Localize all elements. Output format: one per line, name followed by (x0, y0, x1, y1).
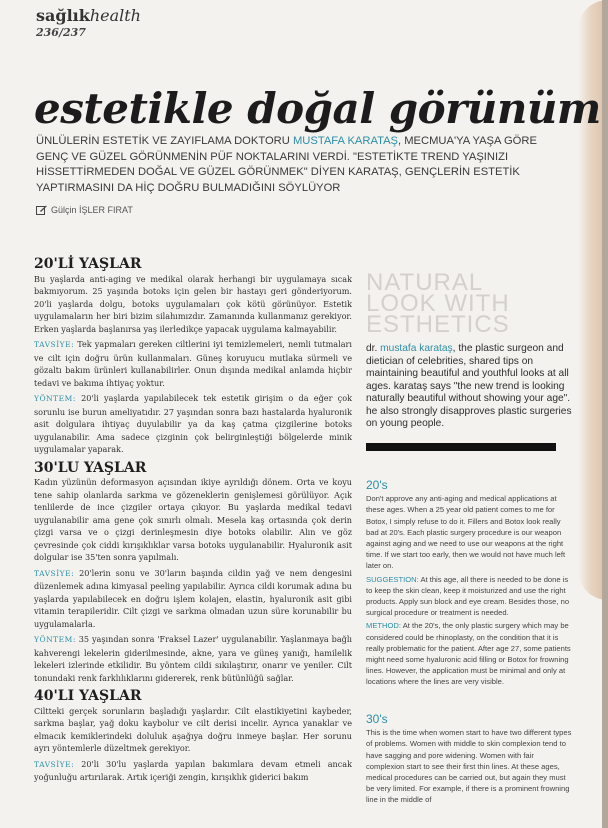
para-30s-en: This is the time when women start to have two different types of problems. Women with middle to skin complexion tend to have sagging and pore widening. Women with fair complexion start to see their first thin lines. At these ages, medical procedures can be carried out, but again they must be very limited. For example, if there is a prominent frowning line in the middle of (366, 728, 572, 805)
author-byline: Gülçin İŞLER FIRAT (36, 205, 133, 215)
para-30s-tr: Kadın yüzünün deformasyon açısından ikiye ayrıldığı dönem. Orta ve koyu tene sahip olanlarda sarkma ve gözeneklerin genişlemesi görülüyor. Açık tenlilerde de ince çizgiler ortaya çıkıyor. Bu yaşlarda medikal tedavi uygulanabilir ama gene çok sınırlı olmalı. Mesela kaş ortasında çok derin çizgi varsa ve o çizgi derinleşmesin diye botoks olabilir. Alın ve göz çevresinde çok ciddi kırışıklıklar varsa botoks uygulanabilir. Hyaluronik asit dolgular ise 35'ten sonra yapılmalı. (34, 477, 352, 562)
english-intro-text: dr. mustafa karataş, the plastic surgeon and dietician of celebrities, shared tips on maintaining beautiful and youthful looks at all ages. karataş says "the new trend is looking naturally beautiful without showing your age". he also strongly disapproves plastic surgeries on young people. (366, 343, 572, 429)
para-20s-tr: Bu yaşlarda anti-aging ve medikal olarak herhangi bir uygulamaya sıcak bakmıyorum. 25 yaşında botoks için gelen bir hastayı geri gönderiyorum. 20'li yaşlarda dolgu, botoks uygulamaları çok kötü görünüyor. Estetik uygulamaların her biri bizim silahımızdır. Zamanında kullanmanız gerekiyor. Erken yaşlarda başlanırsa yaş ilerledikçe yapacak uygulama kalmayabilir. (34, 273, 352, 334)
tip-40s-tr: TAVSİYE: 20'li 30'lu yaşlarda yapılan bakımlara devam etmeli ancak yoğunluğu artırılarak. Artık içeriği zengin, kırışıklık giderici bakım (34, 758, 352, 782)
black-bar (366, 443, 556, 451)
method-20s-en: METHOD: At the 20's, the only plastic surgery which may be considered could be rhinoplasty, on the condition that it is really problematic for the patient. After age 27, some patients might need some hyaluronic acid filling or Botox for frowning lines. However, the application must be minimal and only at locations where the lines are very visible. (366, 621, 571, 687)
heading-40s-tr: 40'LI YAŞLAR (34, 688, 142, 704)
tip-30s-tr: TAVSİYE: 20'lerin sonu ve 30'ların başında cildin yağ ve nem dengesini düzenlemek adına kimyasal peeling yapılabilir. Ayrıca cildi korumak adına bu yaşlarda yapılabilecek en doğru işlem kolajen, elastin, hyaluronik asit gibi vitamin terapileridir. Cilt çizgi ve sarkma olmadan uzun süre korunabilir bu uygulamalarla. (34, 567, 352, 629)
english-20s (366, 480, 574, 690)
page-numbers: 236/237 (36, 26, 86, 39)
heading-30s-tr: 30'LU YAŞLAR (34, 459, 147, 476)
heading-30s-en: 30's (366, 712, 388, 726)
heading-20s-en: 20's (366, 478, 388, 492)
doctor-name: MUSTAFA KARATAŞ (292, 135, 399, 147)
english-title: NATURAL LOOK WITH ESTHETICS (366, 269, 510, 338)
heading-20s-tr: 20'Lİ YAŞLAR (34, 256, 142, 272)
turkish-column (34, 258, 352, 787)
english-30s (366, 714, 574, 808)
section-name: sağlıkhealth (36, 6, 141, 25)
article-deck: ÜNLÜLERİN ESTETİK VE ZAYIFLAMA DOKTORU MUSTAFA KARATAŞ, MECMUA'YA YAŞA GÖRE GENÇ VE GÜZEL GÖRÜNMENİN PÜF NOKTALARINI VERDİ. "ESTETİKTE TREND YAŞINIZI HİSSETTİRMEDEN DOĞAL VE GÜZEL GÖRÜNMEK" DİYEN KARATAŞ, GENÇLERİN ESTETİK YAPTIRMASINI DA HİÇ DOĞRU BULMADIĞINI SÖYLÜYOR (36, 135, 537, 194)
para-40s-tr: Ciltteki gerçek sorunların başladığı yaşlardır. Cilt elastikiyetini kaybeder, sarkma başlar, yağ doku kaybolur ve cilt derisi incelir. Ayrıca yanaklar ve elmacık kemiklerindeki doluluk aşağıya doğru inmeye başlar. Her sorunu ayrı yöntemlerle düzeltmek gerekiyor. (34, 705, 352, 753)
pencil-icon (36, 205, 47, 215)
article-title: estetikle doğal görünüm (34, 84, 601, 133)
suggestion-20s-en: SUGGESTION: At this age, all there is needed to be done is to keep the skin clean, keep it moisturized and use the right products. Apply sun block and eye cream. Besides those, no surgical procedure or treatment is needed. (366, 574, 570, 618)
method-20s-tr: YÖNTEM: 20'li yaşlarda yapılabilecek tek estetik girişim o da eğer çok sorunlu ise burun ameliyatıdır. 27 yaşından sonra bazı hastalarda hyaluronik asit dolgulara ihtiyaç duyulabilir ya da kaş çatma çizgilerine botoks uygulanabilir. Ama sadece çizginin çok belirginleştiği bölgelerde minik uygulamalar yaparak. (34, 393, 352, 454)
para-20s-en: Don't approve any anti-aging and medical applications at these ages. When a 25 year old patient comes to me for Botox, I simply refuse to do it. Fillers and Botox look really bad at 20's. Each plastic surgery procedure is our weapon against aging and we need to use our weapons at the right time. If we start too early, then we would not have much left later on. (366, 494, 566, 571)
page-edge (602, 0, 608, 828)
tip-20s-tr: TAVSİYE: Tek yapmaları gereken ciltlerini iyi temizlemeleri, nemli tutmaları ve cilt için doğru ürün kullanmaları. Güneş koruyucu mutlaka sürmeli ve gözaltı bakım ürünleri kullanabilirler. Onun dışında medikal anlamda hiçbir tedavi ve bakıma ihtiyaç yoktur. (34, 339, 352, 388)
english-intro (366, 269, 574, 451)
method-30s-tr: YÖNTEM: 35 yaşından sonra 'Fraksel Lazer' uygulanabilir. Yaşlanmaya bağlı kahverengi lekelerin giderilmesinde, akne, yara ve güneş yanığı, hamilelik lekeleri izlerinde etkilidir. Bu yöntem cildi sıkılaştırır, onarır ve yeniler. Cilt tonundaki renk farklılıklarını gidererek, renk bütünlüğü sağlar. (34, 634, 352, 683)
